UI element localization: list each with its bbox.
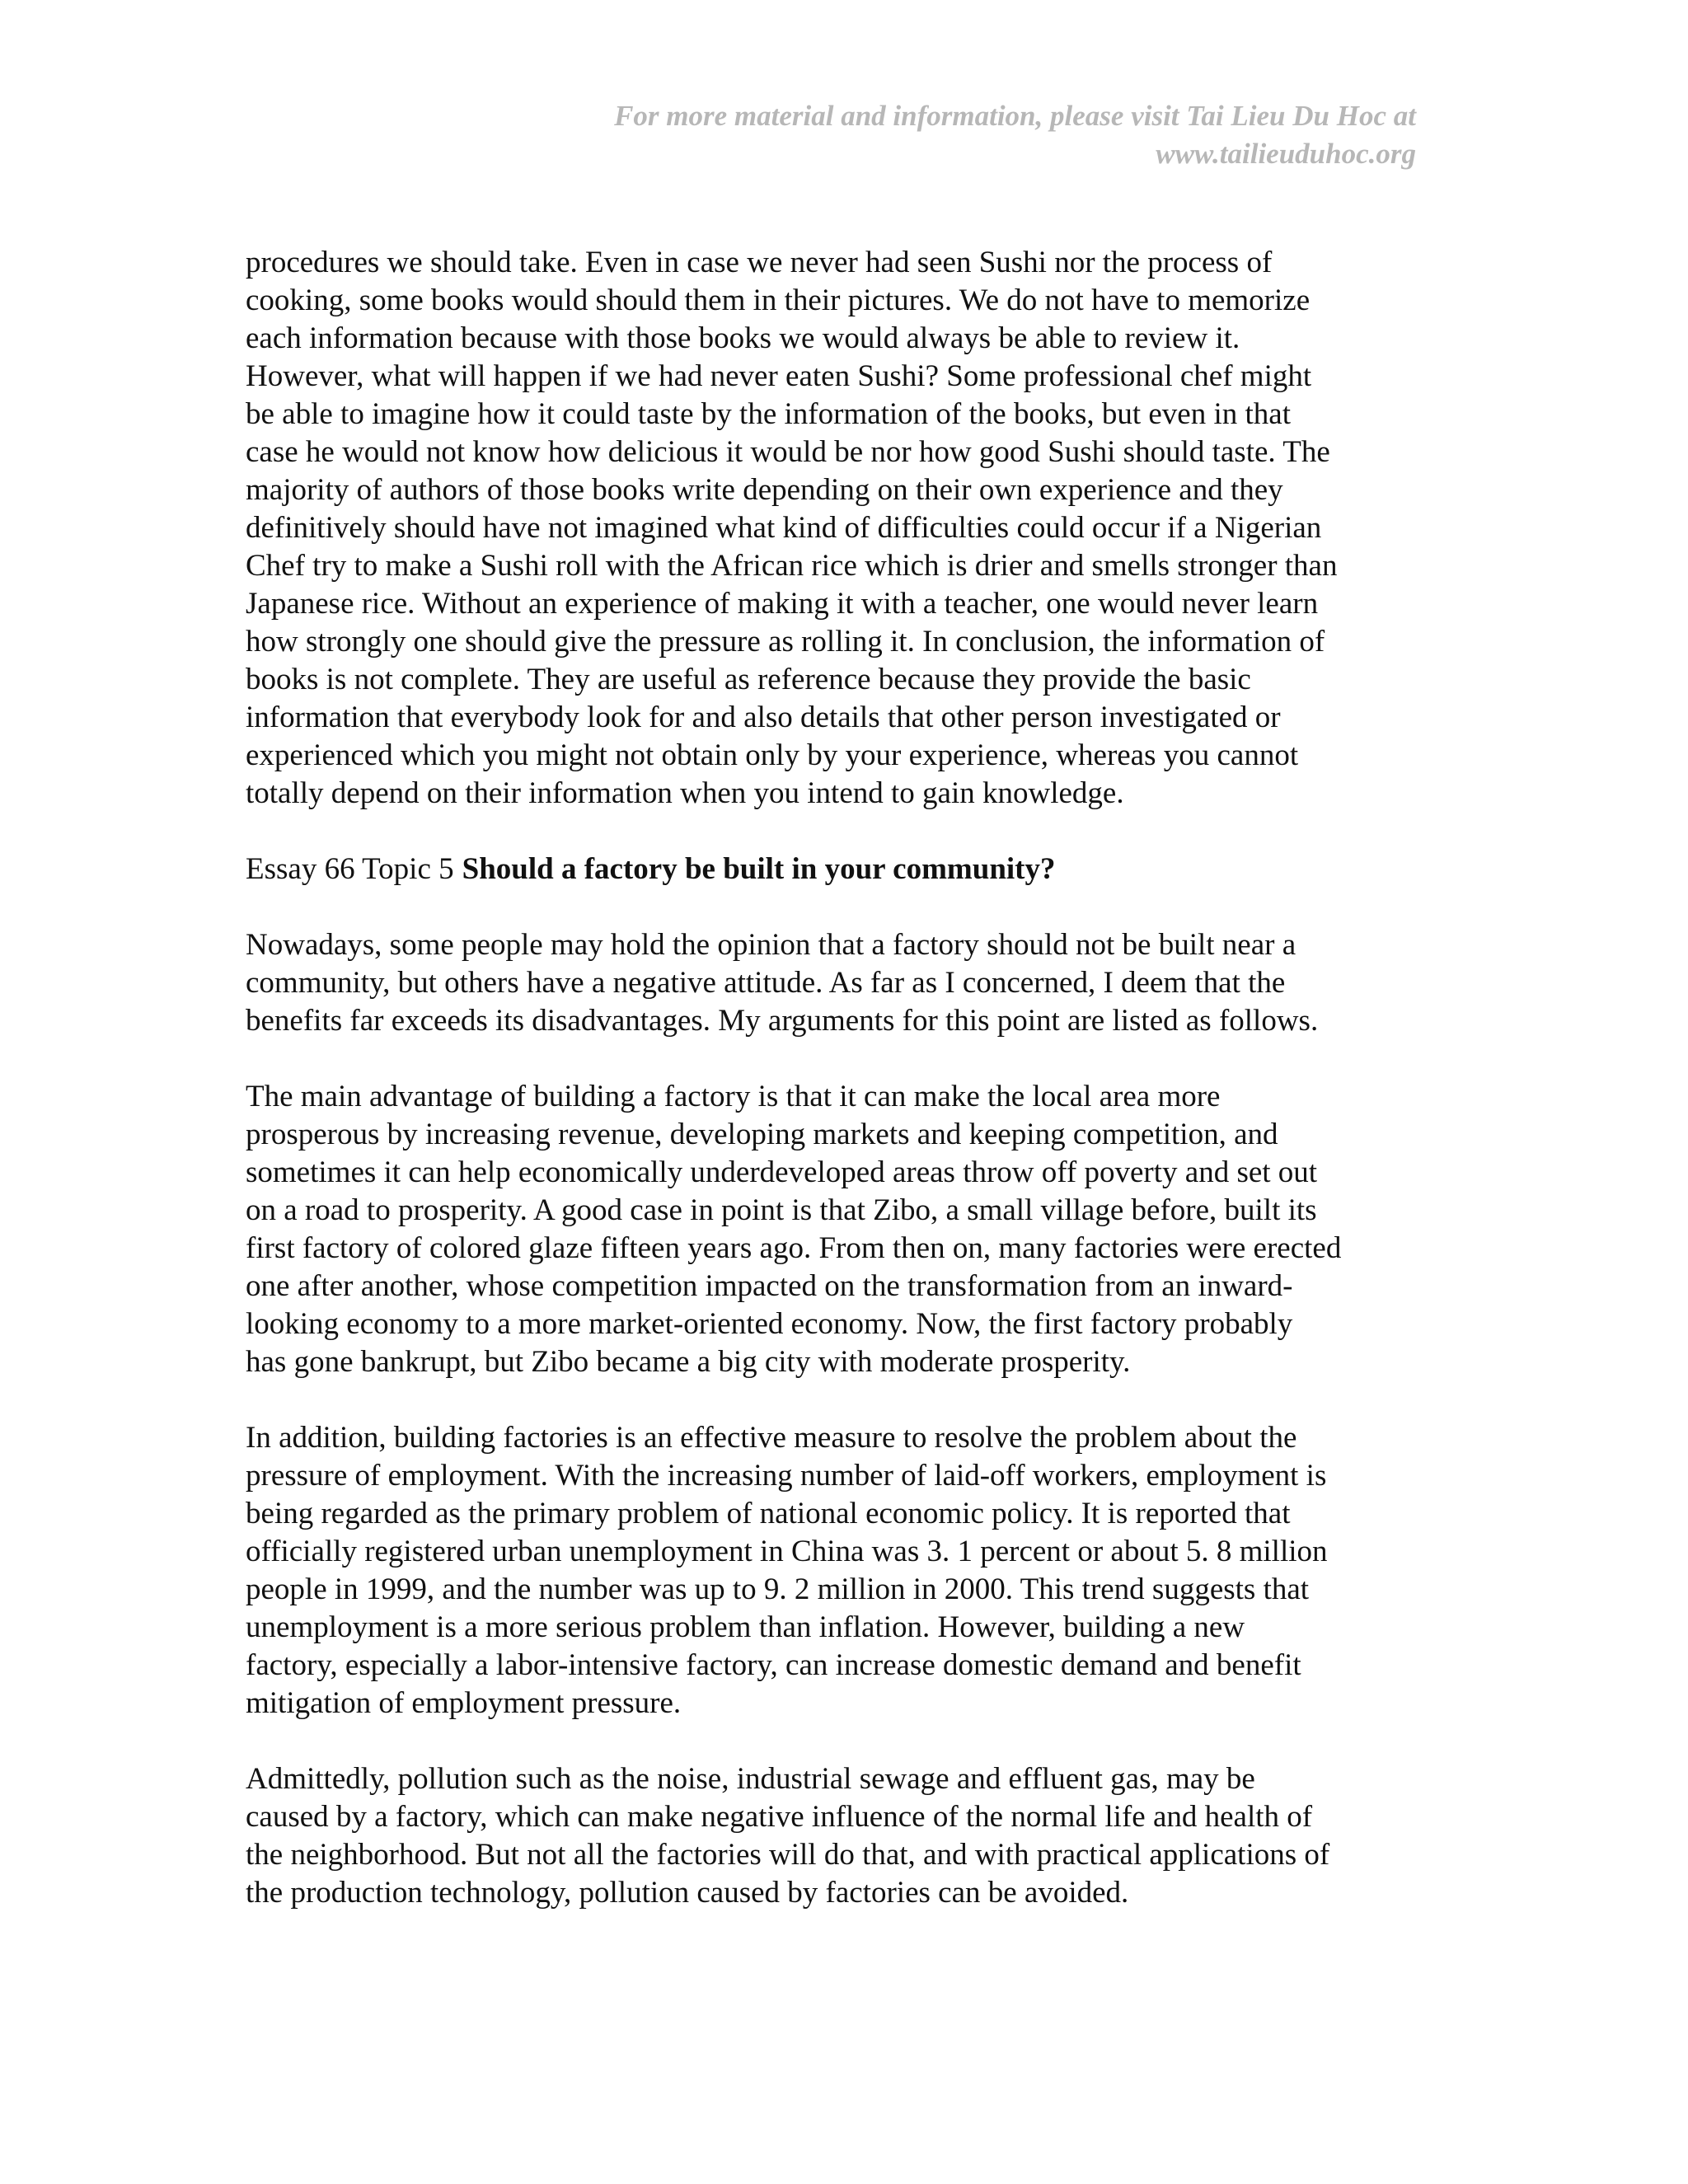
text-line: mitigation of employment pressure.: [246, 1686, 682, 1720]
text-line: information that everybody look for and also details that other person investigated or: [246, 701, 1281, 734]
text-line: The main advantage of building a factory is that it can make the local area more: [246, 1080, 1221, 1113]
text-line: Japanese rice. Without an experience of making it with a teacher, one would never learn: [246, 587, 1319, 621]
text-line: on a road to prosperity. A good case in point is that Zibo, a small village before, built its: [246, 1193, 1317, 1227]
text-line: caused by a factory, which can make negative influence of the normal life and health of: [246, 1800, 1313, 1834]
header-line-1: For more material and information, please visit Tai Lieu Du Hoc at: [614, 100, 1416, 132]
text-line: benefits far exceeds its disadvantages. My arguments for this point are listed as follows.: [246, 1004, 1319, 1038]
text-line: factory, especially a labor-intensive factory, can increase domestic demand and benefit: [246, 1648, 1301, 1682]
text-line: one after another, whose competition impacted on the transformation from an inward-: [246, 1269, 1293, 1303]
page-header: [427, 97, 1416, 173]
text-line: books is not complete. They are useful as reference because they provide the basic: [246, 663, 1251, 696]
text-line: the neighborhood. But not all the factories will do that, and with practical applications of: [246, 1838, 1330, 1872]
paragraph-employment: [246, 1419, 1432, 1722]
text-line: Chef try to make a Sushi roll with the African rice which is drier and smells stronger than: [246, 549, 1338, 583]
text-line: first factory of colored glaze fifteen years ago. From then on, many factories were erected: [246, 1231, 1342, 1265]
text-line: being regarded as the primary problem of national economic policy. It is reported that: [246, 1497, 1291, 1530]
text-line: cooking, some books would should them in their pictures. We do not have to memorize: [246, 284, 1311, 317]
text-line: Admittedly, pollution such as the noise, industrial sewage and effluent gas, may be: [246, 1762, 1255, 1796]
essay-label: Essay 66 Topic 5: [246, 852, 454, 886]
paragraph-books-conclusion: [246, 244, 1432, 813]
text-line: case he would not know how delicious it would be nor how good Sushi should taste. The: [246, 435, 1330, 469]
essay-title: Should a factory be built in your community?: [462, 852, 1056, 886]
document-body: [246, 244, 1432, 1912]
header-line-2: www.tailieuduhoc.org: [1156, 138, 1416, 170]
text-line: In addition, building factories is an effective measure to resolve the problem about the: [246, 1421, 1297, 1455]
text-line: sometimes it can help economically underdeveloped areas throw off poverty and set out: [246, 1155, 1318, 1189]
paragraph-introduction: [246, 926, 1432, 1040]
text-line: pressure of employment. With the increasing number of laid-off workers, employment is: [246, 1459, 1327, 1493]
text-line: majority of authors of those books write depending on their own experience and they: [246, 473, 1283, 507]
text-line: looking economy to a more market-oriented economy. Now, the first factory probably: [246, 1307, 1293, 1341]
text-line: unemployment is a more serious problem than inflation. However, building a new: [246, 1610, 1245, 1644]
text-line: experienced which you might not obtain only by your experience, whereas you cannot: [246, 738, 1299, 772]
text-line: Nowadays, some people may hold the opinion that a factory should not be built near a: [246, 928, 1296, 962]
text-line: officially registered urban unemployment in China was 3. 1 percent or about 5. 8 million: [246, 1535, 1328, 1568]
text-line: However, what will happen if we had never eaten Sushi? Some professional chef might: [246, 359, 1312, 393]
text-line: prosperous by increasing revenue, developing markets and keeping competition, and: [246, 1118, 1278, 1151]
text-line: be able to imagine how it could taste by the information of the books, but even in that: [246, 397, 1291, 431]
essay-heading: [246, 851, 1432, 888]
text-line: totally depend on their information when you intend to gain knowledge.: [246, 776, 1124, 810]
text-line: how strongly one should give the pressure as rolling it. In conclusion, the information of: [246, 625, 1325, 658]
paragraph-pollution: [246, 1760, 1432, 1912]
text-line: each information because with those books we would always be able to review it.: [246, 321, 1240, 355]
text-line: definitively should have not imagined what kind of difficulties could occur if a Nigerian: [246, 511, 1322, 545]
text-line: has gone bankrupt, but Zibo became a big city with moderate prosperity.: [246, 1345, 1131, 1379]
text-line: people in 1999, and the number was up to 9. 2 million in 2000. This trend suggests that: [246, 1572, 1310, 1606]
text-line: community, but others have a negative attitude. As far as I concerned, I deem that the: [246, 966, 1286, 1000]
text-line: procedures we should take. Even in case we never had seen Sushi nor the process of: [246, 246, 1273, 279]
text-line: the production technology, pollution caused by factories can be avoided.: [246, 1876, 1129, 1910]
paragraph-main-advantage: [246, 1078, 1432, 1381]
